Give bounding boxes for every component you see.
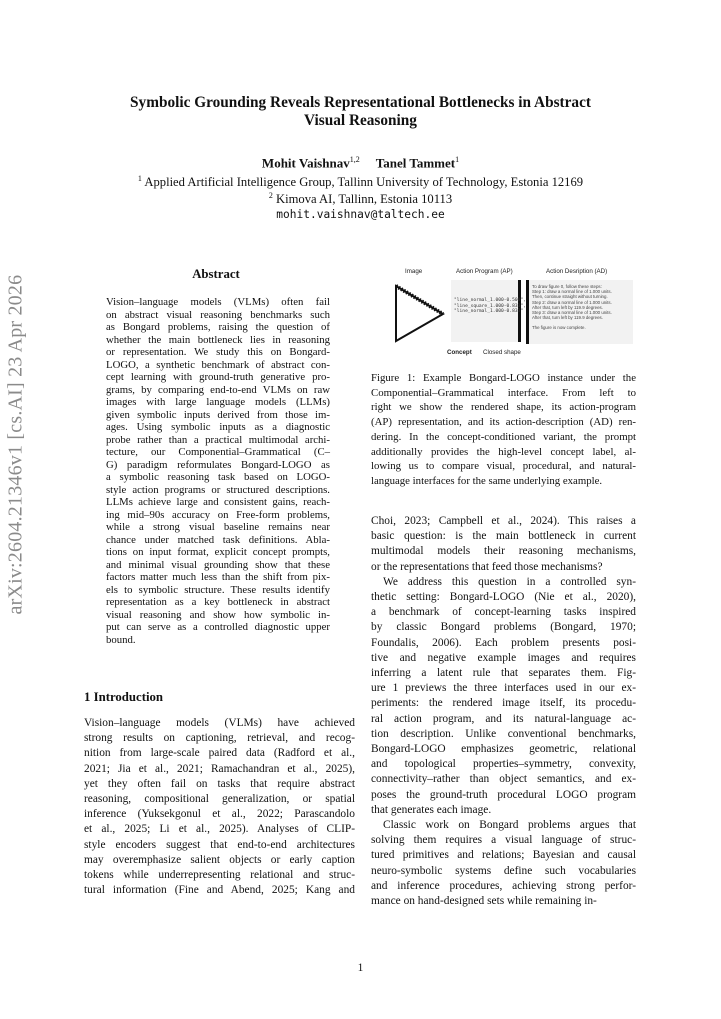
text-line: Foundalis, 2006). Each problem presents posi- [371, 636, 636, 649]
text-line: We address this question in a controlled syn- [383, 575, 636, 588]
text-line: style action programs or structured descriptions. [106, 483, 330, 496]
text-line: Bongard-LOGO emphasizes geometric, relational [371, 743, 636, 755]
text-line: by classic Bongard problems (Bongard, 1970; [371, 621, 636, 634]
text-line: probe rather than a practical multimodal archi- [106, 433, 330, 446]
text-line: and minimal visual grounding show that these [106, 558, 330, 571]
text-line: Figure 1: Example Bongard-LOGO instance under the [371, 372, 636, 384]
affiliation-2 [0, 191, 721, 207]
text-line: tokens while underrepresenting relational and struc- [84, 869, 355, 881]
section-heading-introduction: 1 Introduction [84, 690, 164, 704]
paper-title [60, 94, 661, 130]
action-program-box [451, 280, 526, 342]
text-line: on abstract visual reasoning benchmarks such [106, 308, 330, 321]
text-line: connectivity–rather than object semantics, and ex- [371, 773, 636, 786]
text-line: LLMs achieve large and consistent gains, reach- [106, 496, 330, 508]
figure-header-ad: Action Desription (AD) [546, 268, 608, 275]
affiliation-1-text: Applied Artificial Intelligence Group, Tallinn University of Technology, Estonia 12169 [141, 175, 584, 190]
text-line: Choi, 2023; Campbell et al., 2024). This raises a [371, 515, 636, 527]
text-line: tured primitives and relations; Bayesian and causal [371, 849, 636, 862]
ad-line: Step 1: draw a normal line of 1.000 units. [532, 289, 612, 295]
author-list [0, 155, 721, 171]
text-line: multimodal models their reasoning mechanisms, [371, 545, 636, 558]
text-line: whether the main bottleneck lies in reasoning [106, 333, 330, 346]
text-line: strong results on captioning, retrieval, and recog- [84, 732, 355, 745]
text-line: ages. Using symbolic inputs as a diagnostic [106, 421, 330, 433]
text-line: G) paradigm reformulates Bongard-LOGO as [106, 458, 330, 471]
text-line: nition from large-scale paired data (Radford et al., [84, 747, 355, 760]
text-line: a benchmark of concept-learning tasks inspired [371, 606, 636, 619]
text-line: bound. [106, 633, 136, 646]
text-line: ing mid–90s accuracy on Free-form problems, [106, 508, 330, 521]
page-number: 1 [357, 962, 364, 974]
ad-line: Then, continue straight without turning. [532, 294, 608, 300]
text-line: style encoders suggest that end-to-end architectures [84, 838, 355, 851]
text-line: and inference procedures, achieving strong perfor- [371, 879, 636, 892]
text-line: et al., 2025; Li et al., 2025). Analyses of CLIP- [84, 823, 355, 836]
text-line: Classic work on Bongard problems argues that [383, 819, 636, 831]
ad-line: After that, turn left by 119.9 degrees. [532, 304, 603, 310]
text-line: yet they often fail on tasks that require abstract [84, 777, 355, 790]
author-2-sup: 1 [455, 155, 460, 164]
ap-line: "line_normal_1.000-0.500", [454, 298, 526, 303]
text-line: tecture, our Componential–Grammatical (C– [106, 446, 330, 458]
text-line: solving them requires a visual language of struc- [371, 834, 636, 847]
text-line: images with large language models (LLMs) [106, 396, 330, 408]
text-line: LOGO, a synthetic benchmark of abstract con- [106, 358, 330, 371]
email: mohit.vaishnav@taltech.ee [276, 208, 445, 221]
author-2: Tanel Tammet [375, 155, 456, 171]
text-line: inferring a latent rule that separates them. Fig- [371, 667, 636, 679]
text-line: periments: the rendered image itself, its procedu- [371, 697, 636, 710]
text-line: representation as a key bottleneck in abstract [106, 596, 330, 608]
text-line: chance under matched task definitions. Abla- [106, 533, 330, 546]
text-line: tions on input format, explicit concept prompts, [106, 546, 330, 558]
ad-line: Step 3: draw a normal line of 1.000 units. [532, 310, 612, 316]
text-line: language interfaces for the same underlying example. [371, 474, 603, 487]
text-line: or representation. We study this on Bongard- [106, 346, 330, 358]
text-line: cept learning with ground-truth generative pro- [106, 371, 330, 383]
text-line: ral action program, and its natural-language ac- [371, 712, 636, 725]
ad-line: The figure is now complete. [532, 325, 586, 331]
text-line: additionally provides the high-level concept label, al- [371, 445, 636, 458]
text-line: poses the ground-truth procedural LOGO program [371, 788, 636, 801]
text-line: neuro-symbolic systems define such vocabularies [371, 864, 636, 877]
text-line: reasoning, compositional generalization, or spatial [84, 793, 355, 805]
figure-header-ap: Action Program (AP) [456, 268, 513, 275]
text-line: Componential–Grammatical interface. From left to [371, 386, 636, 399]
text-line: given symbolic inputs derived from those im- [106, 408, 330, 421]
text-line: and topological properties–symmetry, convexity, [371, 758, 636, 771]
affiliation-2-sup: 2 [268, 191, 273, 200]
text-line: while a strong visual baseline remains near [106, 521, 330, 533]
text-line: (AP) representation, and its action-description (AD) ren- [371, 416, 636, 429]
text-line: grams, by comparing end-to-end VLMs on raw [106, 383, 330, 396]
ap-line: "line_square_1.000-0.833", [454, 303, 526, 309]
text-line: factors matter much less than the shift from pix- [106, 571, 330, 583]
ad-line: To draw figure 0, follow these steps: [532, 284, 602, 289]
text-line: put can serve as a controlled diagnostic upper [106, 621, 330, 633]
text-line: lowing us to compare visual, procedural, and natural- [371, 460, 636, 473]
text-line: as Bongard problems, raising the question of [106, 321, 330, 333]
ap-line: "line_normal_1.000-0.833" [454, 309, 524, 315]
text-line: tion description. Unlike conventional benchmarks, [371, 727, 636, 740]
action-program-text [454, 298, 526, 315]
text-line: may overemphasize salient objects or early caption [84, 853, 355, 866]
text-line: Vision–language models (VLMs) have achieved [84, 717, 355, 729]
action-description-box [526, 280, 633, 344]
author-1: Mohit Vaishnav [261, 155, 350, 171]
text-line: Vision–language models (VLMs) often fail [106, 296, 330, 308]
ad-line: After that, turn left by 119.9 degrees. [532, 315, 603, 321]
text-line: thetic setting: Bongard-LOGO (Nie et al., 2020), [371, 591, 636, 603]
arxiv-stamp: arXiv:2604.21346v1 [cs.AI] 23 Apr 2026 [4, 274, 27, 615]
title-line-1: Symbolic Grounding Reveals Representational Bottlenecks in Abstract [130, 94, 591, 111]
concept-value: Closed shape [483, 349, 521, 356]
text-line: tural information (Fine and Abend, 2025; Kang and [84, 884, 355, 897]
title-line-2: Visual Reasoning [304, 112, 417, 129]
concept-label: Concept [447, 349, 472, 356]
text-line: visual reasoning and show how symbolic in- [106, 608, 330, 621]
text-line: that generates each image. [371, 803, 492, 816]
abstract-heading: Abstract [192, 267, 240, 281]
text-line: a symbolic reasoning task based on LOGO- [106, 471, 330, 483]
text-line: 2021; Jia et al., 2021; Ramachandran et al., 2025), [84, 762, 355, 775]
text-line: right we show the rendered shape, its action-program [371, 401, 636, 414]
figure-header-image: Image [405, 268, 423, 275]
text-line: dering. In the concept-conditioned variant, the prompt [371, 430, 636, 443]
ad-line: Step 2: draw a normal line of 1.000 units. [532, 299, 612, 305]
affiliation-1-sup: 1 [137, 174, 142, 183]
affiliation-1 [0, 174, 721, 190]
text-line: mance on hand-designed sets while remaining in- [371, 895, 597, 907]
text-line: els to symbolic structure. These results identify [106, 583, 330, 596]
text-line: tive and negative example images and requires [371, 651, 636, 664]
affiliation-2-text: Kimova AI, Tallinn, Estonia 10113 [272, 192, 453, 207]
text-line: basic question: is the main bottleneck in current [371, 530, 636, 543]
action-description-text [532, 284, 612, 331]
closed-shape-triangle-image [392, 283, 448, 345]
text-line: or the representations that feed those mechanisms? [371, 560, 603, 573]
text-line: inference (Yuksekgonul et al., 2022; Parascandolo [84, 808, 355, 821]
text-line: ure 1 previews the three interfaces used in our ex- [371, 682, 636, 695]
author-1-sup: 1,2 [349, 155, 360, 164]
